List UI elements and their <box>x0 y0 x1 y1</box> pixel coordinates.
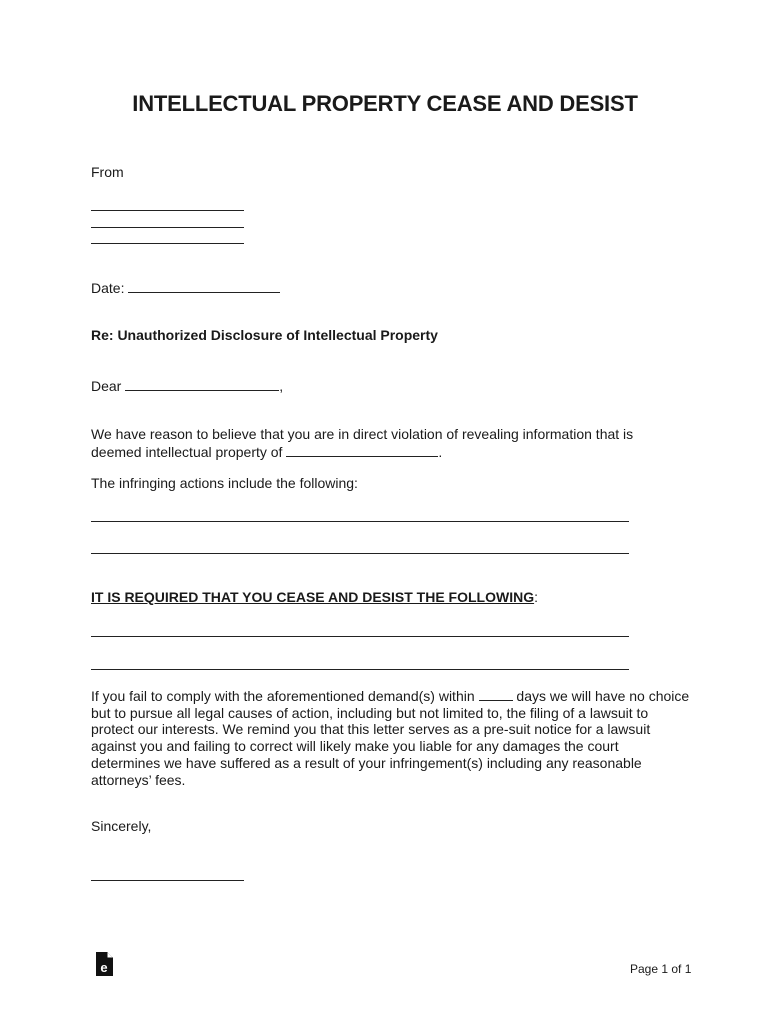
cease-item-line-1[interactable] <box>91 636 629 637</box>
document-title: INTELLECTUAL PROPERTY CEASE AND DESIST <box>132 91 638 116</box>
property-owner-field[interactable] <box>286 443 438 457</box>
required-heading-row <box>91 589 538 606</box>
paragraph-2-line-3: protect our interests. We remind you that this letter serves as a pre-suit notice for a lawsuit <box>91 721 651 738</box>
cease-item-line-2[interactable] <box>91 669 629 670</box>
infringing-actions-label: The infringing actions include the following: <box>91 475 358 491</box>
paragraph-2-line-1-b: days we will have no choice <box>516 688 690 704</box>
paragraph-2-line-6: attorneys’ fees. <box>91 771 186 788</box>
infringing-action-line-1[interactable] <box>91 521 629 522</box>
eforms-logo-icon <box>95 952 113 976</box>
infringing-action-line-2[interactable] <box>91 553 629 554</box>
re-line: Re: Unauthorized Disclosure of Intellectual Property <box>91 327 438 343</box>
salutation-row <box>91 377 283 395</box>
paragraph-2-line-2: but to pursue all legal causes of action, including but not limited to, the filing of a lawsuit to <box>91 704 649 721</box>
closing: Sincerely, <box>91 818 152 834</box>
dear-label: Dear <box>91 378 122 394</box>
date-row <box>91 279 280 297</box>
paragraph-1-line-2-text: deemed intellectual property of <box>91 444 283 460</box>
from-line-1[interactable] <box>91 210 244 211</box>
logo-letter: e <box>100 960 108 975</box>
paragraph-2-line-4: against you and failing to correct will likely make you liable for any damages the court <box>91 738 619 755</box>
dear-suffix: , <box>279 378 284 394</box>
paragraph-2-line-1 <box>91 687 691 705</box>
page-number: Page 1 of 1 <box>630 962 692 976</box>
date-label: Date: <box>91 280 125 296</box>
paragraph-1-line-1: We have reason to believe that you are in direct violation of revealing information that is <box>91 426 634 442</box>
date-field[interactable] <box>128 279 280 293</box>
paragraph-2-line-5: determines we have suffered as a result of your infringement(s) including any reasonable <box>91 754 642 771</box>
signature-line[interactable] <box>91 880 244 881</box>
from-line-3[interactable] <box>91 243 244 244</box>
from-label: From <box>91 164 124 180</box>
recipient-name-field[interactable] <box>125 377 279 391</box>
required-colon: : <box>534 589 538 605</box>
paragraph-2 <box>91 687 691 788</box>
paragraph-2-line-1-a: If you fail to comply with the aforementioned demand(s) within <box>91 688 475 704</box>
paragraph-1-line-2 <box>91 443 442 461</box>
paragraph-1-period: . <box>438 444 443 460</box>
days-field[interactable] <box>479 687 513 701</box>
required-heading: IT IS REQUIRED THAT YOU CEASE AND DESIST THE FOLLOWING <box>91 589 535 605</box>
from-line-2[interactable] <box>91 227 244 228</box>
